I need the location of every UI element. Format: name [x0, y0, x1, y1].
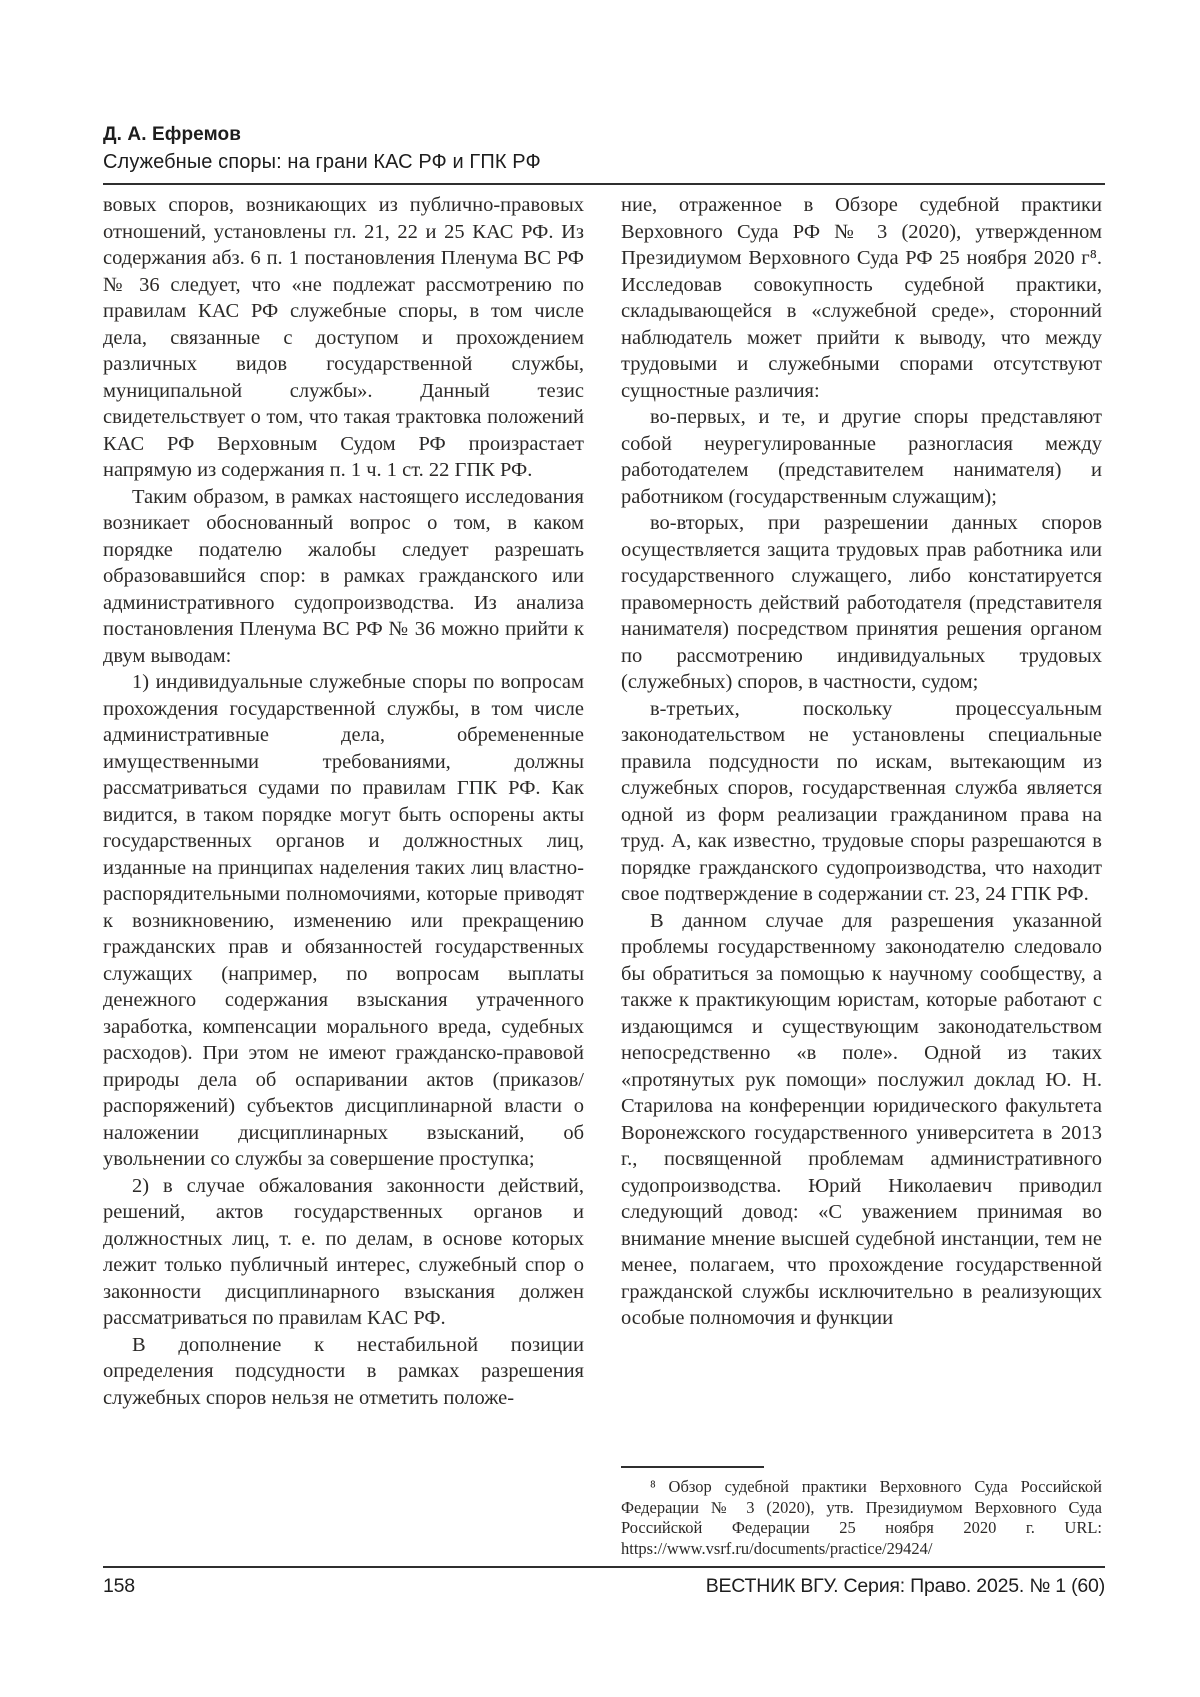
journal-line: ВЕСТНИК ВГУ. Серия: Право. 2025. № 1 (60)	[705, 1575, 1105, 1597]
page-number: 158	[103, 1575, 135, 1597]
paragraph: вовых споров, возникающих из публично-правовых отношений, установлены гл. 21, 22 и 25 КАС РФ. Из содержания абз. 6 п. 1 постановления Пленума ВС РФ № 36 следует, что «не подлежат рассмотрению по правилам КАС РФ служебные споры, в том числе дела, связанные с доступом и прохождением различных видов государственной службы, муниципальной службы». Данный тезис свидетельствует о том, что такая трактовка положений КАС РФ Верховным Судом РФ произрастает напрямую из содержания п. 1 ч. 1 ст. 22 ГПК РФ.	[103, 194, 584, 481]
running-header	[103, 124, 1105, 185]
paragraph: 2) в случае обжалования законности действий, решений, актов государственных органов и должностных лиц, т. е. по делам, в основе которых лежит только публичный интерес, служебный спор о законности дисциплинарного взыскания должен рассматриваться по правилам КАС РФ.	[103, 1174, 584, 1329]
running-header-title: Служебные споры: на грани КАС РФ и ГПК РФ	[103, 151, 541, 173]
right-column	[621, 192, 1102, 1560]
running-footer	[103, 1566, 1105, 1598]
article-body	[103, 192, 1103, 1560]
footnote	[621, 1466, 1102, 1560]
paragraph: во-вторых, при разрешении данных споров осуществляется защита трудовых прав работника или государственного служащего, либо констатируется правомерность действий работодателя (представителя нанимателя) посредством принятия решения органом по рассмотрению индивидуальных трудовых (служебных) споров, в частности, судом;	[621, 512, 1102, 693]
left-column	[103, 192, 584, 1560]
paragraph: ние, отраженное в Обзоре судебной практики Верховного Суда РФ № 3 (2020), утвержденном Президиумом Верховного Суда РФ 25 ноября 2020 г⁸. Исследовав совокупность судебной практики, складывающейся в «служебной среде», сторонний наблюдатель может прийти к выводу, что между трудовыми и служебными спорами отсутствуют сущностные различия:	[621, 194, 1102, 402]
paragraph: во-первых, и те, и другие споры представляют собой неурегулированные разногласия между работодателем (представителем нанимателя) и работником (государственным служащим);	[621, 406, 1102, 508]
footnote-text: ⁸ Обзор судебной практики Верховного Суда Российской Федерации № 3 (2020), утв. Президиумом Верховного Суда Российской Федерации 25 ноября 2020 г. URL: https://www.vsrf.ru/documents/practice/29424/	[621, 1476, 1102, 1559]
paragraph: в-третьих, поскольку процессуальным законодательством не установлены специальные правила подсудности по искам, вытекающим из служебных споров, государственная служба является одной из форм реализации гражданином права на труд. А, как известно, трудовые споры разрешаются в порядке гражданского судопроизводства, что находит свое подтверждение в содержании ст. 23, 24 ГПК РФ.	[621, 697, 1102, 905]
paragraph: 1) индивидуальные служебные споры по вопросам прохождения государственной службы, в том числе административные дела, обремененные имущественными требованиями, должны рассматриваться судами по правилам ГПК РФ. Как видится, в таком порядке могут быть оспорены акты государственных органов и должностных лиц, изданные на принципах наделения таких лиц властно-распорядительными полномочиями, которые приводят к возникновению, изменению или прекращению гражданских прав и обязанностей государственных служащих (например, по вопросам выплаты денежного содержания взыскания утраченного заработка, компенсации морального вреда, судебных расходов). При этом не имеют гражданско-правовой природы дела об оспаривании актов (приказов/распоряжений) субъектов дисциплинарной власти о наложении дисциплинарных взысканий, об увольнении со службы за совершение проступка;	[103, 671, 584, 1170]
footnote-rule	[621, 1466, 764, 1468]
paragraph: В данном случае для разрешения указанной проблемы государственному законодателю следовало бы обратиться за помощью к научному сообществу, а также к практикующим юристам, которые работают с издающимся и существующим законодательством непосредственно «в поле». Одной из таких «протянутых рук помощи» послужил доклад Ю. Н. Старилова на конференции юридического факультета Воронежского государственного университета в 2013 г., посвященной проблемам административного судопроизводства. Юрий Николаевич приводил следующий довод: «С уважением принимая во внимание мнение высшей судебной инстанции, тем не менее, полагаем, что прохождение государственной гражданской службы исключительно в реализующих особые полномочия и функции	[621, 909, 1102, 1329]
paragraph: Таким образом, в рамках настоящего исследования возникает обоснованный вопрос о том, в каком порядке подателю жалобы следует разрешать образовавшийся спор: в рамках гражданского или административного судопроизводства. Из анализа постановления Пленума ВС РФ № 36 можно прийти к двум выводам:	[103, 485, 584, 667]
running-header-author: Д. А. Ефремов	[103, 124, 241, 145]
paragraph: В дополнение к нестабильной позиции определения подсудности в рамках разрешения служебных споров нельзя не отметить положе-	[103, 1333, 584, 1409]
